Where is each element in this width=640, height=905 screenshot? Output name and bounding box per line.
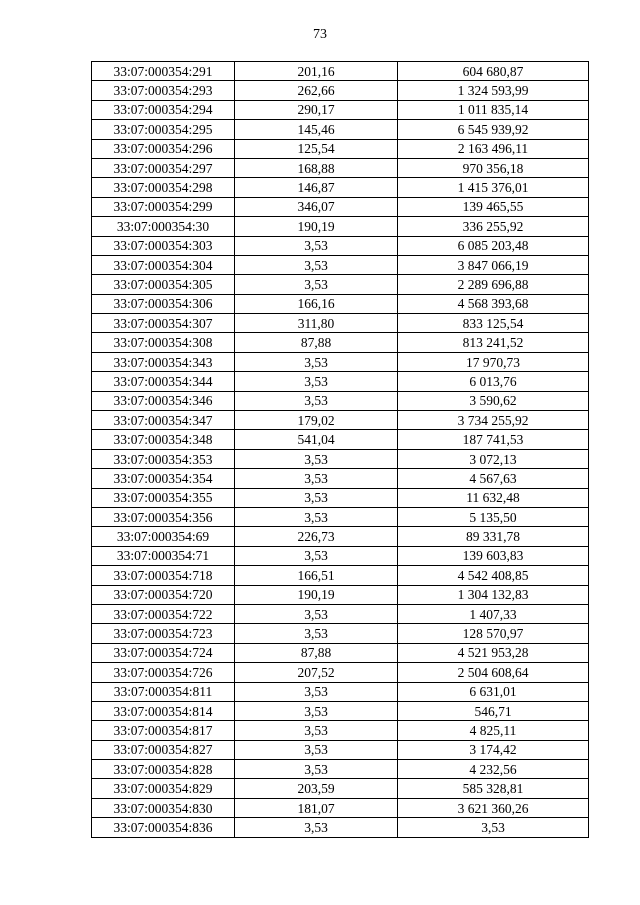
cadastral-number-cell: 33:07:000354:343 bbox=[92, 352, 235, 371]
area-cell: 166,51 bbox=[235, 566, 398, 585]
cadastral-number-cell: 33:07:000354:298 bbox=[92, 178, 235, 197]
table-row bbox=[92, 527, 589, 546]
value-cell: 89 331,78 bbox=[398, 527, 589, 546]
cadastral-number-cell: 33:07:000354:827 bbox=[92, 740, 235, 759]
cadastral-number-cell: 33:07:000354:830 bbox=[92, 798, 235, 817]
value-cell: 546,71 bbox=[398, 701, 589, 720]
area-cell: 166,16 bbox=[235, 294, 398, 313]
area-cell: 3,53 bbox=[235, 624, 398, 643]
value-cell: 2 163 496,11 bbox=[398, 139, 589, 158]
value-cell: 2 289 696,88 bbox=[398, 275, 589, 294]
table-row bbox=[92, 411, 589, 430]
value-cell: 1 415 376,01 bbox=[398, 178, 589, 197]
table-row bbox=[92, 255, 589, 274]
value-cell: 1 011 835,14 bbox=[398, 100, 589, 119]
value-cell: 11 632,48 bbox=[398, 488, 589, 507]
area-cell: 226,73 bbox=[235, 527, 398, 546]
table-row bbox=[92, 430, 589, 449]
value-cell: 3 590,62 bbox=[398, 391, 589, 410]
value-cell: 6 085 203,48 bbox=[398, 236, 589, 255]
area-cell: 203,59 bbox=[235, 779, 398, 798]
cadastral-number-cell: 33:07:000354:304 bbox=[92, 255, 235, 274]
table-row bbox=[92, 294, 589, 313]
area-cell: 3,53 bbox=[235, 469, 398, 488]
area-cell: 3,53 bbox=[235, 255, 398, 274]
table-row bbox=[92, 81, 589, 100]
cadastral-number-cell: 33:07:000354:723 bbox=[92, 624, 235, 643]
area-cell: 3,53 bbox=[235, 682, 398, 701]
value-cell: 336 255,92 bbox=[398, 217, 589, 236]
value-cell: 6 013,76 bbox=[398, 372, 589, 391]
cadastral-number-cell: 33:07:000354:294 bbox=[92, 100, 235, 119]
table-row bbox=[92, 158, 589, 177]
value-cell: 1 304 132,83 bbox=[398, 585, 589, 604]
value-cell: 585 328,81 bbox=[398, 779, 589, 798]
area-cell: 3,53 bbox=[235, 352, 398, 371]
table-row bbox=[92, 352, 589, 371]
table-row bbox=[92, 546, 589, 565]
area-cell: 3,53 bbox=[235, 488, 398, 507]
value-cell: 833 125,54 bbox=[398, 314, 589, 333]
area-cell: 3,53 bbox=[235, 701, 398, 720]
cadastral-number-cell: 33:07:000354:718 bbox=[92, 566, 235, 585]
cadastral-number-cell: 33:07:000354:308 bbox=[92, 333, 235, 352]
value-cell: 2 504 608,64 bbox=[398, 663, 589, 682]
area-cell: 207,52 bbox=[235, 663, 398, 682]
cadastral-number-cell: 33:07:000354:348 bbox=[92, 430, 235, 449]
value-cell: 970 356,18 bbox=[398, 158, 589, 177]
table-row bbox=[92, 818, 589, 837]
value-cell: 5 135,50 bbox=[398, 507, 589, 526]
area-cell: 262,66 bbox=[235, 81, 398, 100]
cadastral-number-cell: 33:07:000354:811 bbox=[92, 682, 235, 701]
value-cell: 3,53 bbox=[398, 818, 589, 837]
table-row bbox=[92, 139, 589, 158]
cadastral-number-cell: 33:07:000354:726 bbox=[92, 663, 235, 682]
value-cell: 3 734 255,92 bbox=[398, 411, 589, 430]
table-row bbox=[92, 275, 589, 294]
cadastral-number-cell: 33:07:000354:299 bbox=[92, 197, 235, 216]
cadastral-number-cell: 33:07:000354:295 bbox=[92, 120, 235, 139]
cadastral-number-cell: 33:07:000354:30 bbox=[92, 217, 235, 236]
area-cell: 3,53 bbox=[235, 449, 398, 468]
cadastral-number-cell: 33:07:000354:297 bbox=[92, 158, 235, 177]
area-cell: 3,53 bbox=[235, 740, 398, 759]
cadastral-number-cell: 33:07:000354:307 bbox=[92, 314, 235, 333]
value-cell: 4 521 953,28 bbox=[398, 643, 589, 662]
table-row bbox=[92, 372, 589, 391]
table-row bbox=[92, 469, 589, 488]
area-cell: 201,16 bbox=[235, 62, 398, 81]
cadastral-number-cell: 33:07:000354:69 bbox=[92, 527, 235, 546]
area-cell: 3,53 bbox=[235, 236, 398, 255]
cadastral-number-cell: 33:07:000354:836 bbox=[92, 818, 235, 837]
table-row bbox=[92, 178, 589, 197]
cadastral-number-cell: 33:07:000354:814 bbox=[92, 701, 235, 720]
table-row bbox=[92, 236, 589, 255]
value-cell: 4 568 393,68 bbox=[398, 294, 589, 313]
table-row bbox=[92, 585, 589, 604]
value-cell: 4 825,11 bbox=[398, 721, 589, 740]
value-cell: 4 542 408,85 bbox=[398, 566, 589, 585]
value-cell: 187 741,53 bbox=[398, 430, 589, 449]
value-cell: 3 072,13 bbox=[398, 449, 589, 468]
area-cell: 179,02 bbox=[235, 411, 398, 430]
cadastral-number-cell: 33:07:000354:346 bbox=[92, 391, 235, 410]
cadastral-number-cell: 33:07:000354:355 bbox=[92, 488, 235, 507]
table-row bbox=[92, 740, 589, 759]
value-cell: 128 570,97 bbox=[398, 624, 589, 643]
area-cell: 181,07 bbox=[235, 798, 398, 817]
cadastral-number-cell: 33:07:000354:724 bbox=[92, 643, 235, 662]
cadastral-number-cell: 33:07:000354:829 bbox=[92, 779, 235, 798]
area-cell: 3,53 bbox=[235, 546, 398, 565]
cadastral-number-cell: 33:07:000354:291 bbox=[92, 62, 235, 81]
area-cell: 290,17 bbox=[235, 100, 398, 119]
area-cell: 3,53 bbox=[235, 275, 398, 294]
area-cell: 87,88 bbox=[235, 643, 398, 662]
value-cell: 6 545 939,92 bbox=[398, 120, 589, 139]
area-cell: 3,53 bbox=[235, 507, 398, 526]
area-cell: 146,87 bbox=[235, 178, 398, 197]
area-cell: 145,46 bbox=[235, 120, 398, 139]
table-body bbox=[92, 62, 589, 838]
area-cell: 311,80 bbox=[235, 314, 398, 333]
area-cell: 346,07 bbox=[235, 197, 398, 216]
table-row bbox=[92, 663, 589, 682]
cadastral-number-cell: 33:07:000354:720 bbox=[92, 585, 235, 604]
cadastral-number-cell: 33:07:000354:353 bbox=[92, 449, 235, 468]
value-cell: 1 407,33 bbox=[398, 604, 589, 623]
table-row bbox=[92, 488, 589, 507]
table-row bbox=[92, 682, 589, 701]
table-row bbox=[92, 701, 589, 720]
area-cell: 3,53 bbox=[235, 391, 398, 410]
area-cell: 541,04 bbox=[235, 430, 398, 449]
area-cell: 87,88 bbox=[235, 333, 398, 352]
cadastral-number-cell: 33:07:000354:344 bbox=[92, 372, 235, 391]
cadastral-number-cell: 33:07:000354:303 bbox=[92, 236, 235, 255]
value-cell: 139 603,83 bbox=[398, 546, 589, 565]
cadastral-table bbox=[91, 61, 589, 838]
area-cell: 3,53 bbox=[235, 372, 398, 391]
area-cell: 3,53 bbox=[235, 604, 398, 623]
table-row bbox=[92, 604, 589, 623]
cadastral-number-cell: 33:07:000354:817 bbox=[92, 721, 235, 740]
table-row bbox=[92, 798, 589, 817]
table-row bbox=[92, 779, 589, 798]
table-row bbox=[92, 100, 589, 119]
value-cell: 3 621 360,26 bbox=[398, 798, 589, 817]
table-row bbox=[92, 391, 589, 410]
table-row bbox=[92, 62, 589, 81]
cadastral-number-cell: 33:07:000354:305 bbox=[92, 275, 235, 294]
area-cell: 125,54 bbox=[235, 139, 398, 158]
area-cell: 3,53 bbox=[235, 721, 398, 740]
page-number: 73 bbox=[313, 27, 327, 42]
table-row bbox=[92, 120, 589, 139]
area-cell: 3,53 bbox=[235, 760, 398, 779]
table-row bbox=[92, 314, 589, 333]
cadastral-number-cell: 33:07:000354:71 bbox=[92, 546, 235, 565]
value-cell: 17 970,73 bbox=[398, 352, 589, 371]
value-cell: 813 241,52 bbox=[398, 333, 589, 352]
value-cell: 1 324 593,99 bbox=[398, 81, 589, 100]
cadastral-number-cell: 33:07:000354:356 bbox=[92, 507, 235, 526]
area-cell: 190,19 bbox=[235, 217, 398, 236]
area-cell: 190,19 bbox=[235, 585, 398, 604]
cadastral-number-cell: 33:07:000354:722 bbox=[92, 604, 235, 623]
cadastral-number-cell: 33:07:000354:306 bbox=[92, 294, 235, 313]
value-cell: 139 465,55 bbox=[398, 197, 589, 216]
table-row bbox=[92, 333, 589, 352]
value-cell: 4 567,63 bbox=[398, 469, 589, 488]
value-cell: 6 631,01 bbox=[398, 682, 589, 701]
value-cell: 3 174,42 bbox=[398, 740, 589, 759]
table-row bbox=[92, 507, 589, 526]
cadastral-number-cell: 33:07:000354:828 bbox=[92, 760, 235, 779]
table-row bbox=[92, 449, 589, 468]
cadastral-number-cell: 33:07:000354:354 bbox=[92, 469, 235, 488]
value-cell: 4 232,56 bbox=[398, 760, 589, 779]
table-row bbox=[92, 566, 589, 585]
cadastral-number-cell: 33:07:000354:347 bbox=[92, 411, 235, 430]
value-cell: 604 680,87 bbox=[398, 62, 589, 81]
table-row bbox=[92, 624, 589, 643]
table-row bbox=[92, 721, 589, 740]
table-row bbox=[92, 760, 589, 779]
table-row bbox=[92, 643, 589, 662]
table-row bbox=[92, 217, 589, 236]
area-cell: 168,88 bbox=[235, 158, 398, 177]
table-row bbox=[92, 197, 589, 216]
cadastral-number-cell: 33:07:000354:296 bbox=[92, 139, 235, 158]
value-cell: 3 847 066,19 bbox=[398, 255, 589, 274]
area-cell: 3,53 bbox=[235, 818, 398, 837]
cadastral-number-cell: 33:07:000354:293 bbox=[92, 81, 235, 100]
